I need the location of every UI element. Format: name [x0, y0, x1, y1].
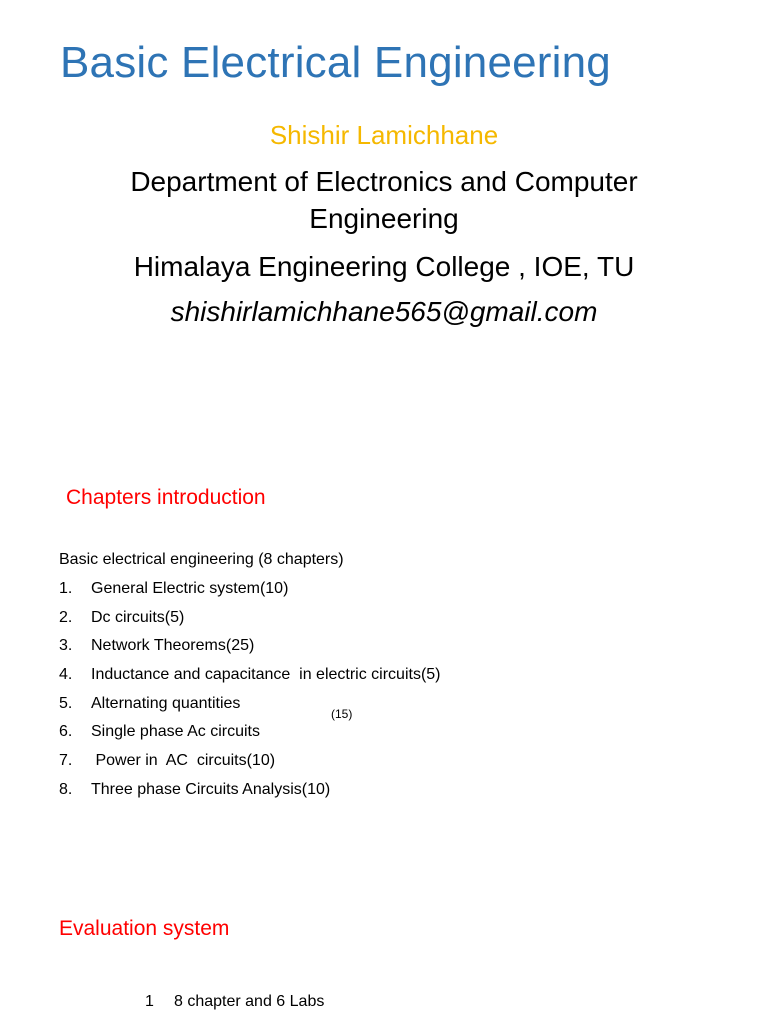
page-title: Basic Electrical Engineering	[60, 38, 611, 87]
chapter-text: Network Theorems(25)	[91, 637, 255, 655]
evaluation-heading: Evaluation system	[59, 917, 230, 940]
chapters-heading: Chapters introduction	[66, 486, 266, 509]
chapter-text: Power in AC circuits(10)	[91, 752, 276, 770]
department-line-2: Engineering	[309, 203, 459, 234]
evaluation-item-number: 1	[145, 993, 154, 1010]
combined-marks-note: (15)	[331, 707, 353, 721]
chapter-text: Alternating quantities	[91, 694, 241, 712]
college-name: Himalaya Engineering College , IOE, TU	[133, 251, 635, 282]
author-email: shishirlamichhane565@gmail.com	[170, 296, 598, 327]
chapter-text: Dc circuits(5)	[91, 608, 185, 626]
chapters-intro: Basic electrical engineering (8 chapters)	[59, 551, 344, 568]
chapter-number: 3.	[59, 637, 73, 655]
chapter-number: 6.	[59, 723, 73, 741]
chapter-number: 8.	[59, 780, 73, 798]
chapter-number: 2.	[59, 608, 73, 626]
chapter-text: Single phase Ac circuits	[91, 723, 260, 741]
chapter-number: 1.	[59, 580, 73, 597]
chapter-number: 7.	[59, 752, 73, 770]
chapter-text: General Electric system(10)	[91, 580, 289, 597]
department-line-1: Department of Electronics and Computer	[130, 166, 638, 197]
chapter-text: Inductance and capacitance in electric circuits(5)	[91, 666, 441, 684]
author-name: Shishir Lamichhane	[269, 120, 499, 150]
chapter-number: 4.	[59, 666, 73, 684]
chapter-number: 5.	[59, 694, 73, 712]
chapter-text: Three phase Circuits Analysis(10)	[91, 780, 331, 798]
evaluation-item-text: 8 chapter and 6 Labs	[174, 993, 325, 1010]
